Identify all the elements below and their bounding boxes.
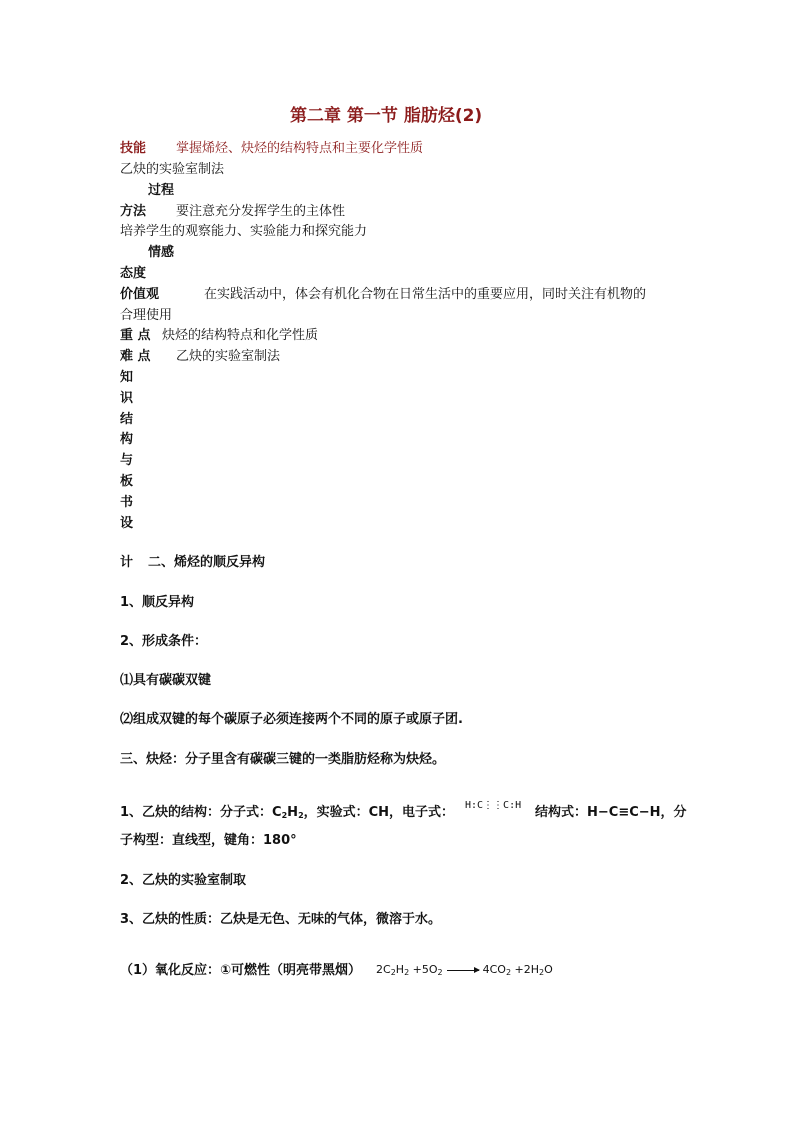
skill-text-2: 乙炔的实验室制法 [120, 162, 225, 177]
structure-line-2: 子构型：直线型，键角：180° [120, 833, 297, 848]
reactant-c: 2C [376, 963, 391, 976]
oxidation-prefix: （1）氧化反应：①可燃性（明亮带黑烟） [120, 963, 362, 978]
reaction-arrow-icon [447, 970, 479, 971]
vertical-char: 识 [120, 390, 134, 406]
emotion-text-2: 合理使用 [120, 308, 173, 323]
key-point-label: 重 点 [120, 328, 151, 343]
emotion-text-1: 在实践活动中，体会有机化合物在日常生活中的重要应用，同时关注有机物的 [204, 287, 647, 302]
subscript: 2 [539, 968, 545, 977]
reactant-h: H [395, 963, 405, 976]
combustion-equation [376, 964, 553, 977]
vertical-char: 知 [120, 370, 134, 385]
subscript: 2 [281, 811, 288, 820]
subscript: 2 [437, 968, 443, 977]
skill-label: 技能 [120, 141, 147, 156]
item-2: 2、形成条件： [120, 634, 208, 649]
condition-1: ⑴具有碳碳双键 [120, 673, 212, 688]
structure-h: H [287, 805, 299, 820]
subscript: 2 [298, 811, 304, 820]
oxidation-line [120, 964, 361, 977]
product-h: +2H [511, 963, 540, 976]
emotion-label-1: 情感 [148, 245, 175, 260]
process-text-2: 培养学生的观察能力、实验能力和探究能力 [120, 224, 368, 239]
process-text-1: 要注意充分发挥学生的主体性 [176, 204, 346, 219]
emotion-label-2: 态度 [120, 266, 147, 281]
structure-mid: ，实验式：CH，电子式： [303, 805, 455, 820]
vertical-char: 与 [120, 453, 134, 469]
subscript: 2 [390, 968, 396, 977]
difficult-point-text: 乙炔的实验室制法 [176, 349, 281, 364]
vertical-char: 结 [120, 411, 134, 427]
subscript: 2 [404, 968, 410, 977]
acetylene-structure-line [120, 806, 454, 820]
process-label-1: 过程 [148, 183, 175, 198]
vertical-char: 设 [120, 515, 134, 531]
electron-formula: H:C⋮⋮C:H [465, 800, 522, 811]
process-label-2: 方法 [120, 204, 147, 219]
page-title: 第二章 第一节 脂肪烃(2) [290, 106, 483, 126]
section-3-title: 三、炔烃：分子里含有碳碳三键的一类脂肪烃称为炔烃。 [120, 752, 446, 767]
properties-heading: 3、乙炔的性质：乙炔是无色、无味的气体，微溶于水。 [120, 912, 442, 927]
vertical-char: 板 [120, 473, 134, 489]
condition-2: ⑵组成双键的每个碳原子必须连接两个不同的原子或原子团. [120, 712, 463, 727]
structural-formula: 结构式：H−C≡C−H，分 [535, 805, 687, 820]
product-o: O [544, 963, 553, 976]
section-2-title: 二、烯烃的顺反异构 [148, 555, 266, 570]
product-co: 4CO [482, 963, 506, 976]
key-point-text: 炔烃的结构特点和化学性质 [162, 328, 319, 343]
difficult-point-label: 难 点 [120, 349, 151, 364]
preparation-heading: 2、乙炔的实验室制取 [120, 873, 247, 888]
structure-prefix: 1、乙炔的结构：分子式：C [120, 805, 282, 820]
emotion-label-3: 价值观 [120, 287, 160, 302]
vertical-char-ji: 计 [120, 555, 134, 570]
vertical-section-label [120, 371, 133, 537]
item-1: 1、顺反异构 [120, 595, 195, 610]
skill-text: 掌握烯烃、炔烃的结构特点和主要化学性质 [176, 141, 424, 156]
reactant-o: +5O [409, 963, 438, 976]
vertical-char: 书 [120, 494, 134, 510]
vertical-char: 构 [120, 432, 134, 448]
subscript: 2 [505, 968, 512, 977]
